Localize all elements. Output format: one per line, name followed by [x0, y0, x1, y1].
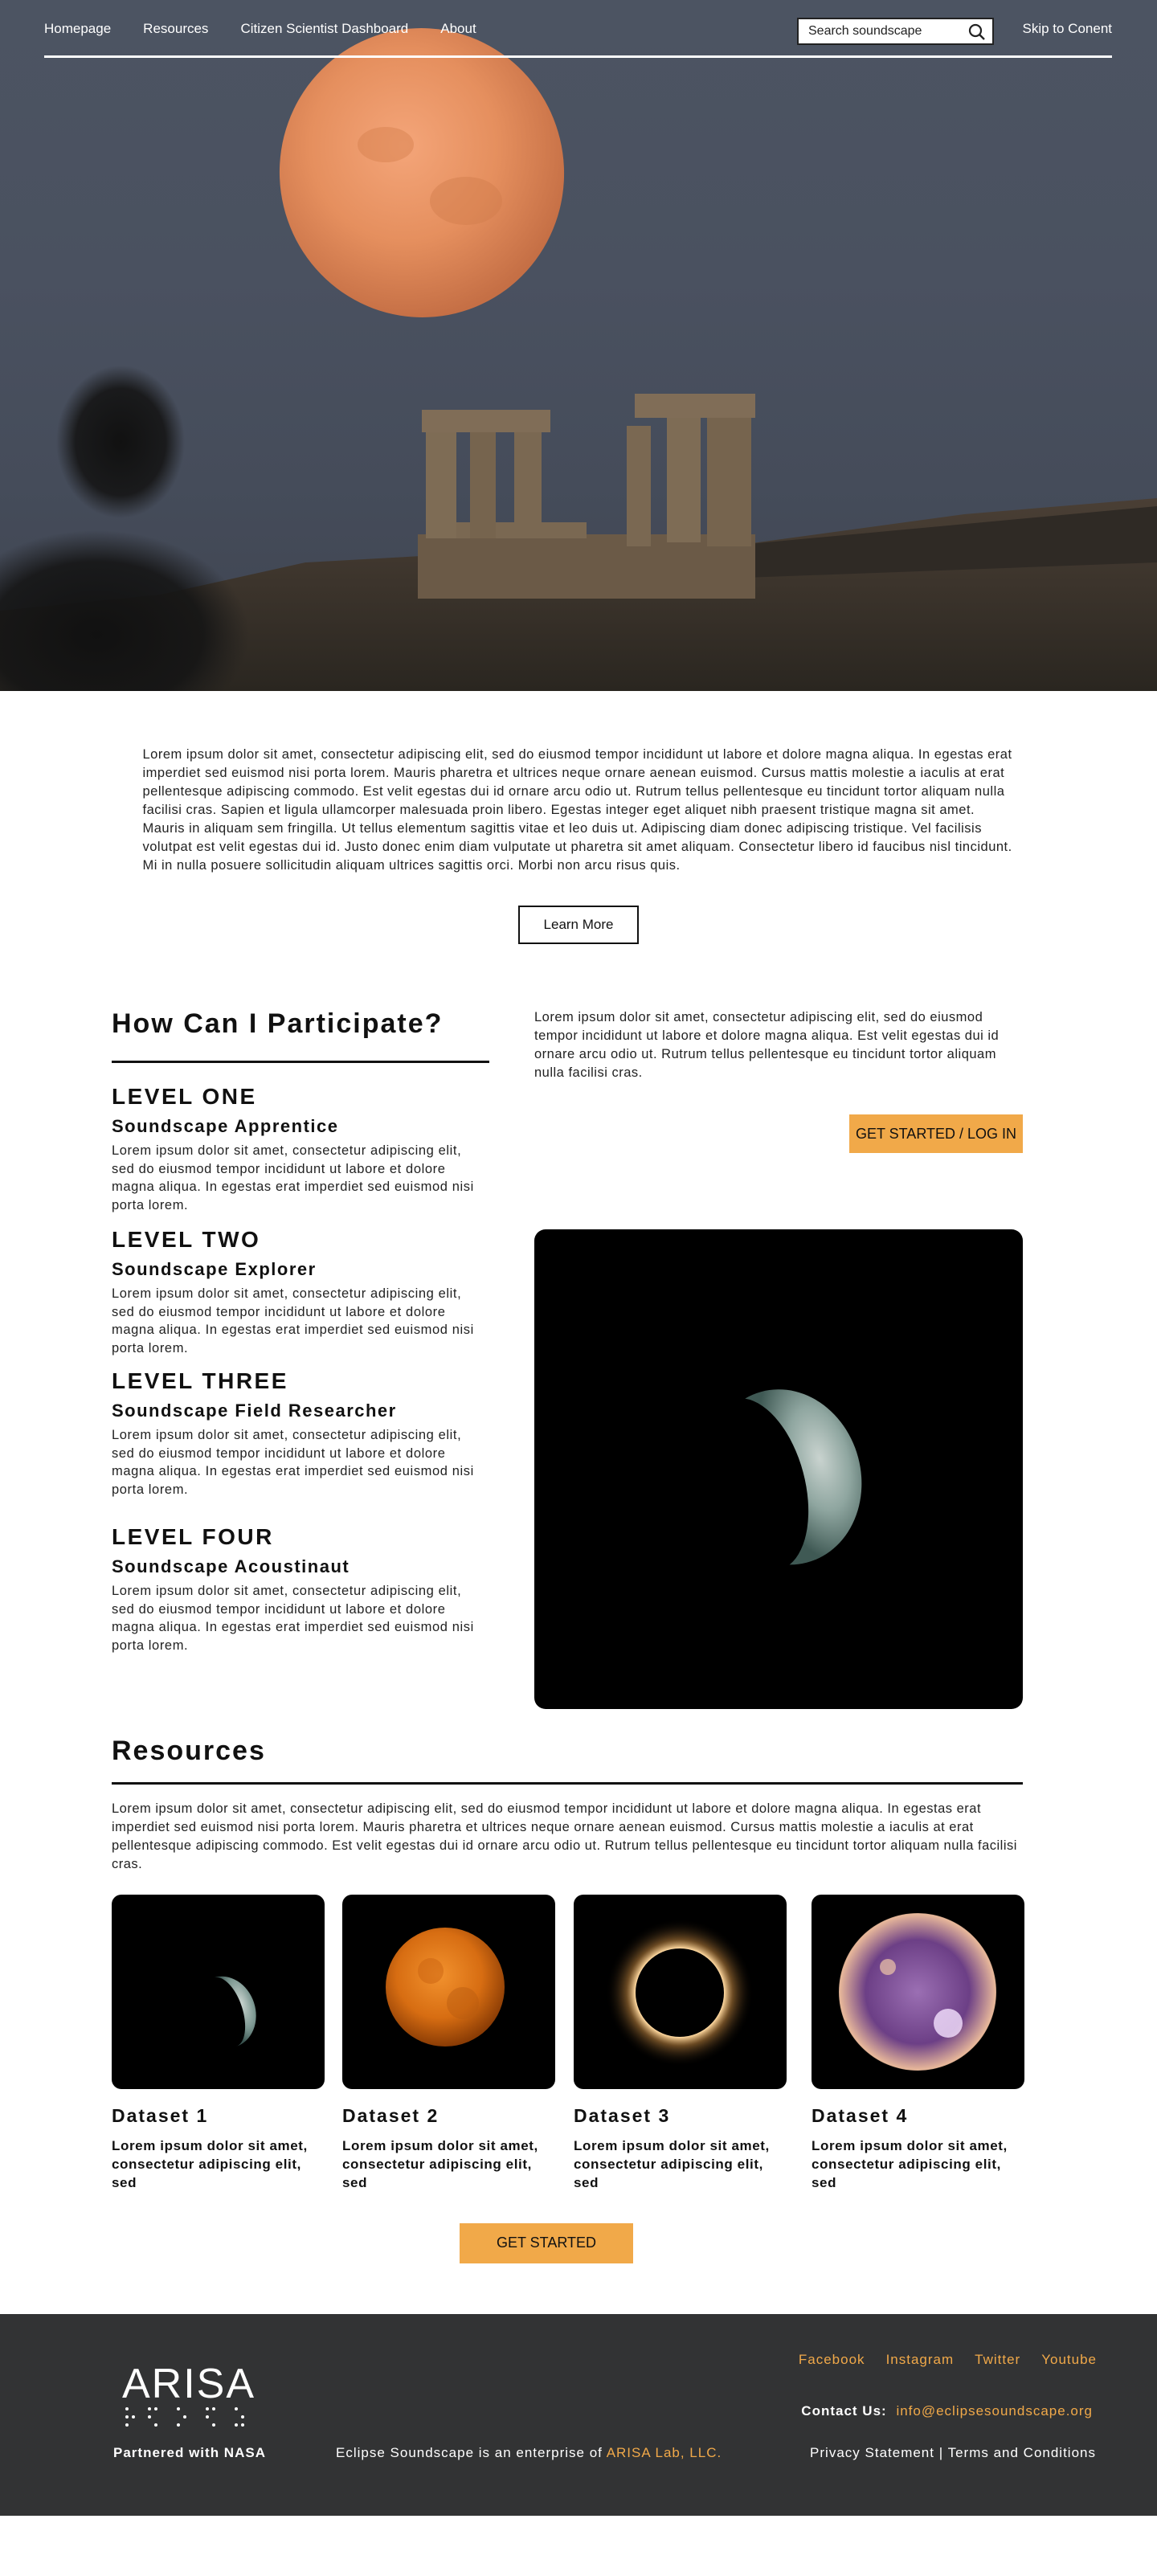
skip-to-content-link[interactable]: Skip to Conent: [1022, 21, 1112, 36]
search-box: [797, 18, 994, 45]
legal-links: [810, 2445, 1096, 2461]
terms-link[interactable]: Terms and Conditions: [947, 2445, 1096, 2460]
resources-title: Resources: [112, 1736, 266, 1766]
get-started-button[interactable]: GET STARTED: [460, 2223, 633, 2263]
level-description: Lorem ipsum dolor sit amet, consectetur adipiscing elit, sed do eiusmod tempor incididunt ut labore et dolore magna aliqua. In egestas erat imperdiet sed euismod nisi porta lorem.: [112, 1428, 474, 1497]
level-description: Lorem ipsum dolor sit amet, consectetur adipiscing elit, sed do eiusmod tempor incididunt ut labore et dolore magna aliqua. In egestas erat imperdiet sed euismod nisi porta lorem.: [112, 1286, 474, 1355]
nav-links: [44, 21, 509, 37]
learn-more-button[interactable]: Learn More: [518, 906, 639, 944]
nav-link-dashboard[interactable]: Citizen Scientist Dashboard: [240, 21, 409, 36]
twitter-link[interactable]: Twitter: [975, 2352, 1021, 2367]
level-description: Lorem ipsum dolor sit amet, consectetur adipiscing elit, sed do eiusmod tempor incididunt ut labore et dolore magna aliqua. In egestas erat imperdiet sed euismod nisi porta lorem.: [112, 1584, 474, 1653]
level-name: Soundscape Field Researcher: [112, 1400, 397, 1421]
dataset-card-4[interactable]: [812, 1895, 1024, 2192]
dataset-title: Dataset 2: [342, 2105, 439, 2126]
participate-side-text: Lorem ipsum dolor sit amet, consectetur adipiscing elit, sed do eiusmod tempor incididunt ut labore et dolore magna aliqua. Est velit egestas dui id ornare arcu odio ut. Rutrum tellus pellentesque eu tincidunt tortor aliquam nulla facilisi cras.: [534, 1010, 1000, 1080]
privacy-statement-link[interactable]: Privacy Statement: [810, 2445, 934, 2460]
dataset-title: Dataset 1: [112, 2105, 209, 2126]
dataset-title: Dataset 4: [812, 2105, 909, 2126]
logo-text: ARISA: [122, 2361, 256, 2407]
separator: |: [938, 2445, 944, 2460]
dataset-text: Lorem ipsum dolor sit amet, consectetur adipiscing elit, sed: [812, 2138, 1008, 2190]
dataset-image: [112, 1895, 325, 2089]
level-one: [112, 1084, 489, 1214]
dataset-card-1[interactable]: [112, 1895, 325, 2192]
participate-levels: [112, 1008, 489, 1654]
dataset-text: Lorem ipsum dolor sit amet, consectetur adipiscing elit, sed: [342, 2138, 538, 2190]
dataset-image: [574, 1895, 787, 2089]
level-heading: LEVEL FOUR: [112, 1524, 274, 1549]
youtube-link[interactable]: Youtube: [1041, 2352, 1097, 2367]
partner-text: Partnered with NASA: [113, 2445, 266, 2460]
facebook-link[interactable]: Facebook: [798, 2352, 865, 2367]
intro-text: Lorem ipsum dolor sit amet, consectetur adipiscing elit, sed do eiusmod tempor incididunt ut labore et dolore magna aliqua. In egestas erat imperdiet sed euismod nisi porta lorem. Mauris pharetra et ultrices neque ornare aenean euismod. Cursus mattis molestie a iaculis at erat pellentesque adipiscing commodo. Est velit egestas dui id ornare arcu odio ut. Rutrum tellus pellentesque eu tincidunt tortor aliquam nulla facilisi cras. Sapien et ligula ullamcorper malesuada proin libero. Egestas integer eget aliquet nibh praesent tristique magna sit amet. Mauris in aliquam sem fringilla. Ut tellus elementum sagittis vitae et leo duis ut. Adipiscing diam donec adipiscing tristique. Vel facilisis volutpat est velit egestas dui id. Justo donec enim diam vulputate ut pharetra sit amet aliquam. Consectetur libero id faucibus nisl tincidunt. Mi in nulla posuere sollicitudin aliquam ultrices sagittis orci. Morbi non arcu risus quis.: [142, 747, 1012, 873]
level-heading: LEVEL TWO: [112, 1227, 261, 1252]
nav-link-homepage[interactable]: Homepage: [44, 21, 112, 36]
level-two: [112, 1227, 489, 1357]
dataset-title: Dataset 3: [574, 2105, 671, 2126]
arisa-logo[interactable]: [121, 2361, 261, 2437]
dataset-text: Lorem ipsum dolor sit amet, consectetur adipiscing elit, sed: [112, 2138, 308, 2190]
participate-title: How Can I Participate?: [112, 1008, 444, 1039]
level-heading: LEVEL THREE: [112, 1368, 288, 1393]
dataset-card-2[interactable]: [342, 1895, 555, 2192]
get-started-login-button[interactable]: GET STARTED / LOG IN: [849, 1114, 1023, 1153]
search-icon[interactable]: [968, 23, 986, 45]
hero-banner: [0, 0, 1157, 691]
level-name: Soundscape Acoustinaut: [112, 1556, 350, 1576]
contact-label: Contact Us:: [801, 2403, 887, 2419]
participate-side: [534, 1008, 1023, 1153]
footer: [0, 2314, 1157, 2516]
search-input[interactable]: [799, 24, 959, 39]
nav-link-about[interactable]: About: [440, 21, 476, 36]
participate-section: [0, 944, 1157, 1671]
divider: [112, 1782, 1023, 1785]
enterprise-text: [336, 2445, 722, 2461]
top-nav: [44, 0, 1112, 58]
level-description: Lorem ipsum dolor sit amet, consectetur adipiscing elit, sed do eiusmod tempor incididunt ut labore et dolore magna aliqua. In egestas erat imperdiet sed euismod nisi porta lorem.: [112, 1143, 474, 1212]
hero-image: [0, 0, 1157, 691]
arisa-lab-link[interactable]: ARISA Lab, LLC.: [606, 2445, 722, 2460]
instagram-link[interactable]: Instagram: [885, 2352, 955, 2367]
level-four: [112, 1524, 489, 1654]
nav-link-resources[interactable]: Resources: [143, 21, 209, 36]
level-name: Soundscape Explorer: [112, 1259, 317, 1279]
dataset-text: Lorem ipsum dolor sit amet, consectetur adipiscing elit, sed: [574, 2138, 770, 2190]
contact-info: [801, 2403, 1093, 2419]
intro-section: [0, 691, 1157, 944]
dataset-image: [812, 1895, 1024, 2089]
level-three: [112, 1368, 489, 1499]
moon-shape: [745, 1372, 881, 1567]
dataset-image: [342, 1895, 555, 2089]
level-name: Soundscape Apprentice: [112, 1116, 339, 1136]
divider: [112, 1061, 489, 1063]
enterprise-prefix: Eclipse Soundscape is an enterprise of: [336, 2445, 607, 2460]
contact-email-link[interactable]: info@eclipsesoundscape.org: [896, 2403, 1093, 2419]
moon-image: [534, 1229, 1023, 1709]
resources-text: Lorem ipsum dolor sit amet, consectetur adipiscing elit, sed do eiusmod tempor incididunt ut labore et dolore magna aliqua. In egestas erat imperdiet sed euismod nisi porta lorem. Mauris pharetra et ultrices neque ornare aenean euismod. Cursus mattis molestie a iaculis at erat pellentesque adipiscing commodo. Est velit egestas dui id ornare arcu odio ut. Rutrum tellus pellentesque eu tincidunt tortor aliquam nulla facilisi cras.: [112, 1801, 1017, 1871]
social-links: [799, 2352, 1097, 2368]
level-heading: LEVEL ONE: [112, 1084, 257, 1109]
dataset-card-3[interactable]: [574, 1895, 787, 2192]
resources-section: [0, 1671, 1157, 2314]
